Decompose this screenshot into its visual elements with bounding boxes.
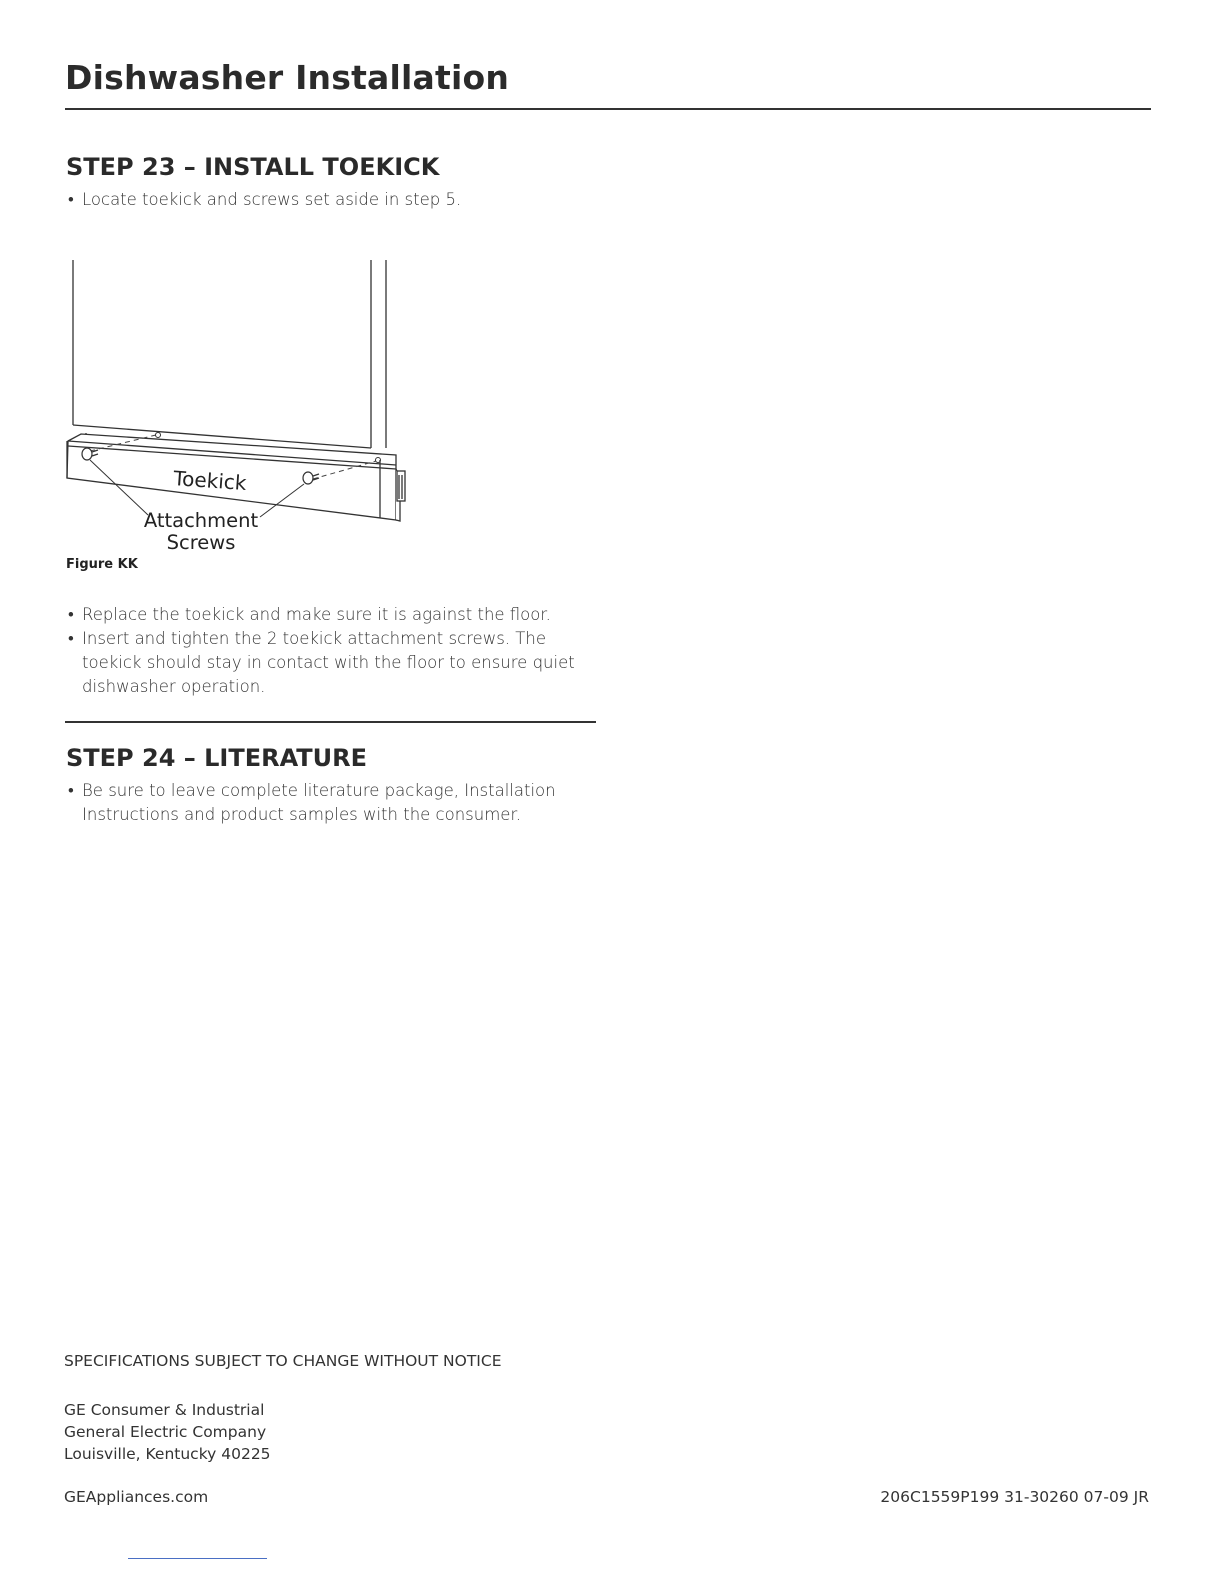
- step-23-title: STEP 23 – INSTALL TOEKICK: [66, 153, 440, 181]
- toekick-label: Toekick: [172, 466, 248, 496]
- step-24-bullets: [66, 779, 586, 827]
- company-line-3: Louisville, Kentucky 40225: [64, 1445, 271, 1463]
- step-24-title: STEP 24 – LITERATURE: [66, 744, 368, 772]
- company-address: [64, 1399, 271, 1465]
- document-code: 206C1559P199 31-30260 07-09 JR: [880, 1488, 1149, 1506]
- specifications-notice: SPECIFICATIONS SUBJECT TO CHANGE WITHOUT NOTICE: [64, 1352, 502, 1370]
- step-23-bullets: [66, 603, 586, 699]
- attachment-label: Attachment: [143, 509, 259, 532]
- figure-caption: Figure KK: [66, 557, 138, 572]
- step-23-bullet-1: • Replace the toekick and make sure it is against the floor.: [66, 603, 586, 627]
- section-divider: [65, 721, 596, 723]
- figure-kk-illustration: [60, 255, 420, 555]
- step-23-intro: • Locate toekick and screws set aside in step 5.: [66, 188, 586, 212]
- header-rule: [65, 108, 1151, 110]
- footer-link-underline: [128, 1558, 267, 1559]
- step-24-bullet-1: • Be sure to leave complete literature package, Installation Instructions and product samples with the consumer.: [66, 779, 586, 827]
- screw-hole-left: [156, 433, 161, 438]
- screws-label: Screws: [166, 531, 236, 554]
- website-link[interactable]: GEAppliances.com: [64, 1488, 209, 1506]
- step-23-intro-list: [66, 188, 586, 212]
- page-title: Dishwasher Installation: [65, 58, 510, 97]
- company-line-2: General Electric Company: [64, 1423, 267, 1441]
- step-23-bullet-2: • Insert and tighten the 2 toekick attachment screws. The toekick should stay in contact with the floor to ensure quiet dishwasher operation.: [66, 627, 586, 699]
- dishwasher-door: [73, 260, 386, 448]
- company-line-1: GE Consumer & Industrial: [64, 1401, 265, 1419]
